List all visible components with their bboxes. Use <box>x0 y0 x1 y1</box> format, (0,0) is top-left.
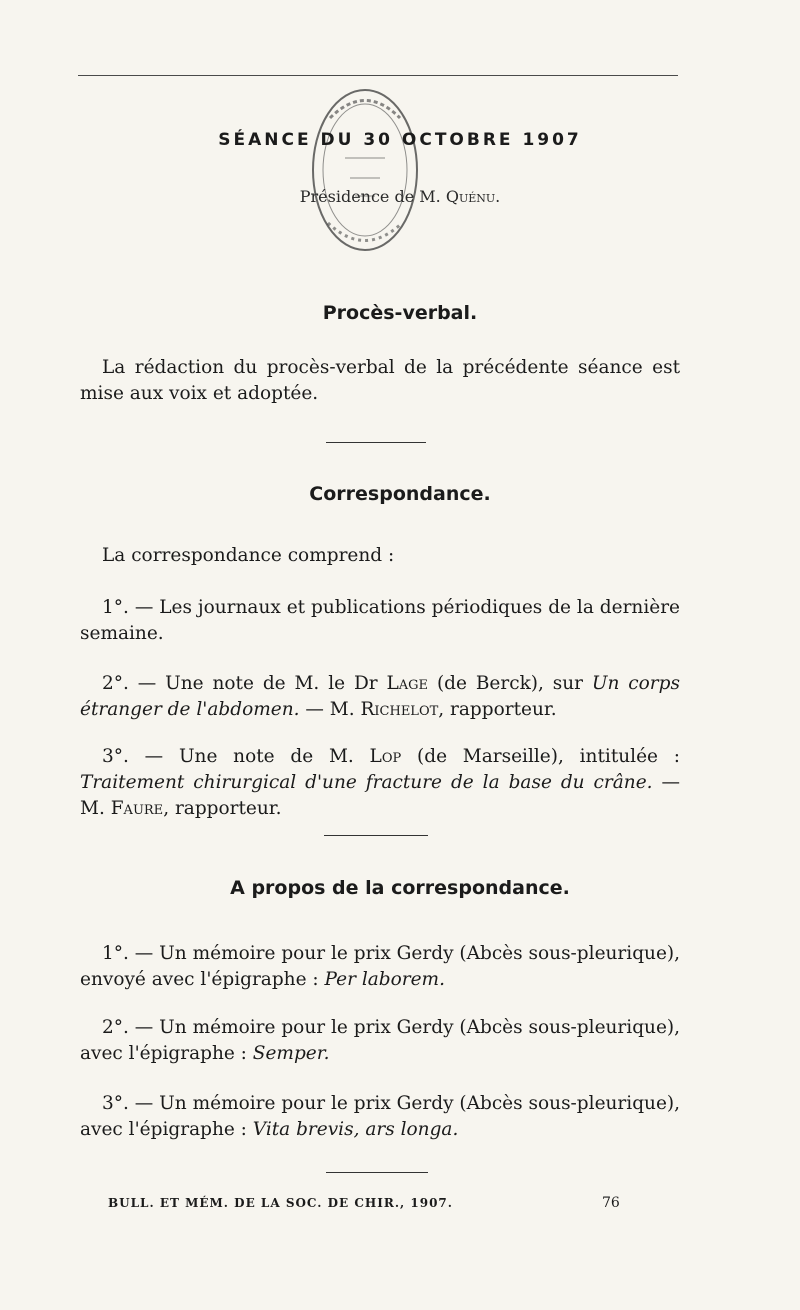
top-rule <box>78 75 678 76</box>
journal-footer: BULL. ET MÉM. DE LA SOC. DE CHIR., 1907. <box>108 1196 453 1210</box>
a-propos-item-3-text: 3°. — Un mémoire pour le prix Gerdy (Abcès sous-pleurique), avec l'épigraphe : <box>80 1093 680 1140</box>
item-3-text-c: — M. <box>80 772 680 819</box>
section-title-correspondance: Correspondance. <box>309 483 491 505</box>
correspondance-item-1: 1°. — Les journaux et publications périodiques de la dernière semaine. <box>80 597 680 644</box>
item-3-text-b: (de Marseille), intitulée : <box>401 746 680 767</box>
item-2-text-c: — M. <box>299 699 361 720</box>
item-2-reporter: Richelot <box>360 699 439 720</box>
item-2-text-d: , rapporteur. <box>438 699 557 720</box>
item-2-title: Un corps étranger de l'abdomen. <box>80 673 680 720</box>
item-2-text: 2°. — Une note de M. le Dr <box>102 673 387 694</box>
correspondance-intro: La correspondance comprend : <box>102 545 395 566</box>
item-3-reporter: Faure <box>110 798 164 819</box>
item-2-text-b: (de Berck), sur <box>428 673 592 694</box>
a-propos-item-1-text: 1°. — Un mémoire pour le prix Gerdy (Abcès sous-pleurique), envoyé avec l'épigraphe : <box>80 943 680 990</box>
session-heading: SÉANCE DU 30 OCTOBRE 1907 <box>218 130 582 150</box>
a-propos-item-3-epigraph: Vita brevis, ars longa. <box>252 1119 459 1140</box>
page-number: 76 <box>602 1195 620 1211</box>
item-3-text: 3°. — Une note de M. <box>102 746 370 767</box>
a-propos-item-1-epigraph: Per laborem. <box>324 969 445 990</box>
section-divider <box>326 1172 428 1173</box>
item-3-title: Traitement chirurgical d'une fracture de la base du crâne. <box>80 772 653 793</box>
section-title-a-propos: A propos de la correspondance. <box>230 877 570 899</box>
a-propos-item-2 <box>80 1015 680 1067</box>
library-stamp <box>300 78 430 263</box>
section-divider <box>324 835 428 836</box>
correspondance-item-2 <box>80 671 680 723</box>
a-propos-item-1 <box>80 941 680 993</box>
a-propos-item-2-text: 2°. — Un mémoire pour le prix Gerdy (Abcès sous-pleurique), avec l'épigraphe : <box>80 1017 680 1064</box>
president-name: Quénu. <box>445 187 501 206</box>
section-divider <box>326 442 426 443</box>
correspondance-item-3 <box>80 744 680 822</box>
presidency-line <box>0 187 800 206</box>
section-title-proces-verbal: Procès-verbal. <box>322 302 478 324</box>
item-2-author: Lage <box>386 673 429 694</box>
a-propos-item-2-epigraph: Semper. <box>252 1043 330 1064</box>
item-3-author: Lop <box>369 746 402 767</box>
item-3-text-d: , rapporteur. <box>163 798 282 819</box>
proces-verbal-text: La rédaction du procès-verbal de la précédente séance est mise aux voix et adoptée. <box>80 357 680 404</box>
presidency-prefix: Présidence de M. <box>299 187 441 206</box>
a-propos-item-3 <box>80 1091 680 1143</box>
